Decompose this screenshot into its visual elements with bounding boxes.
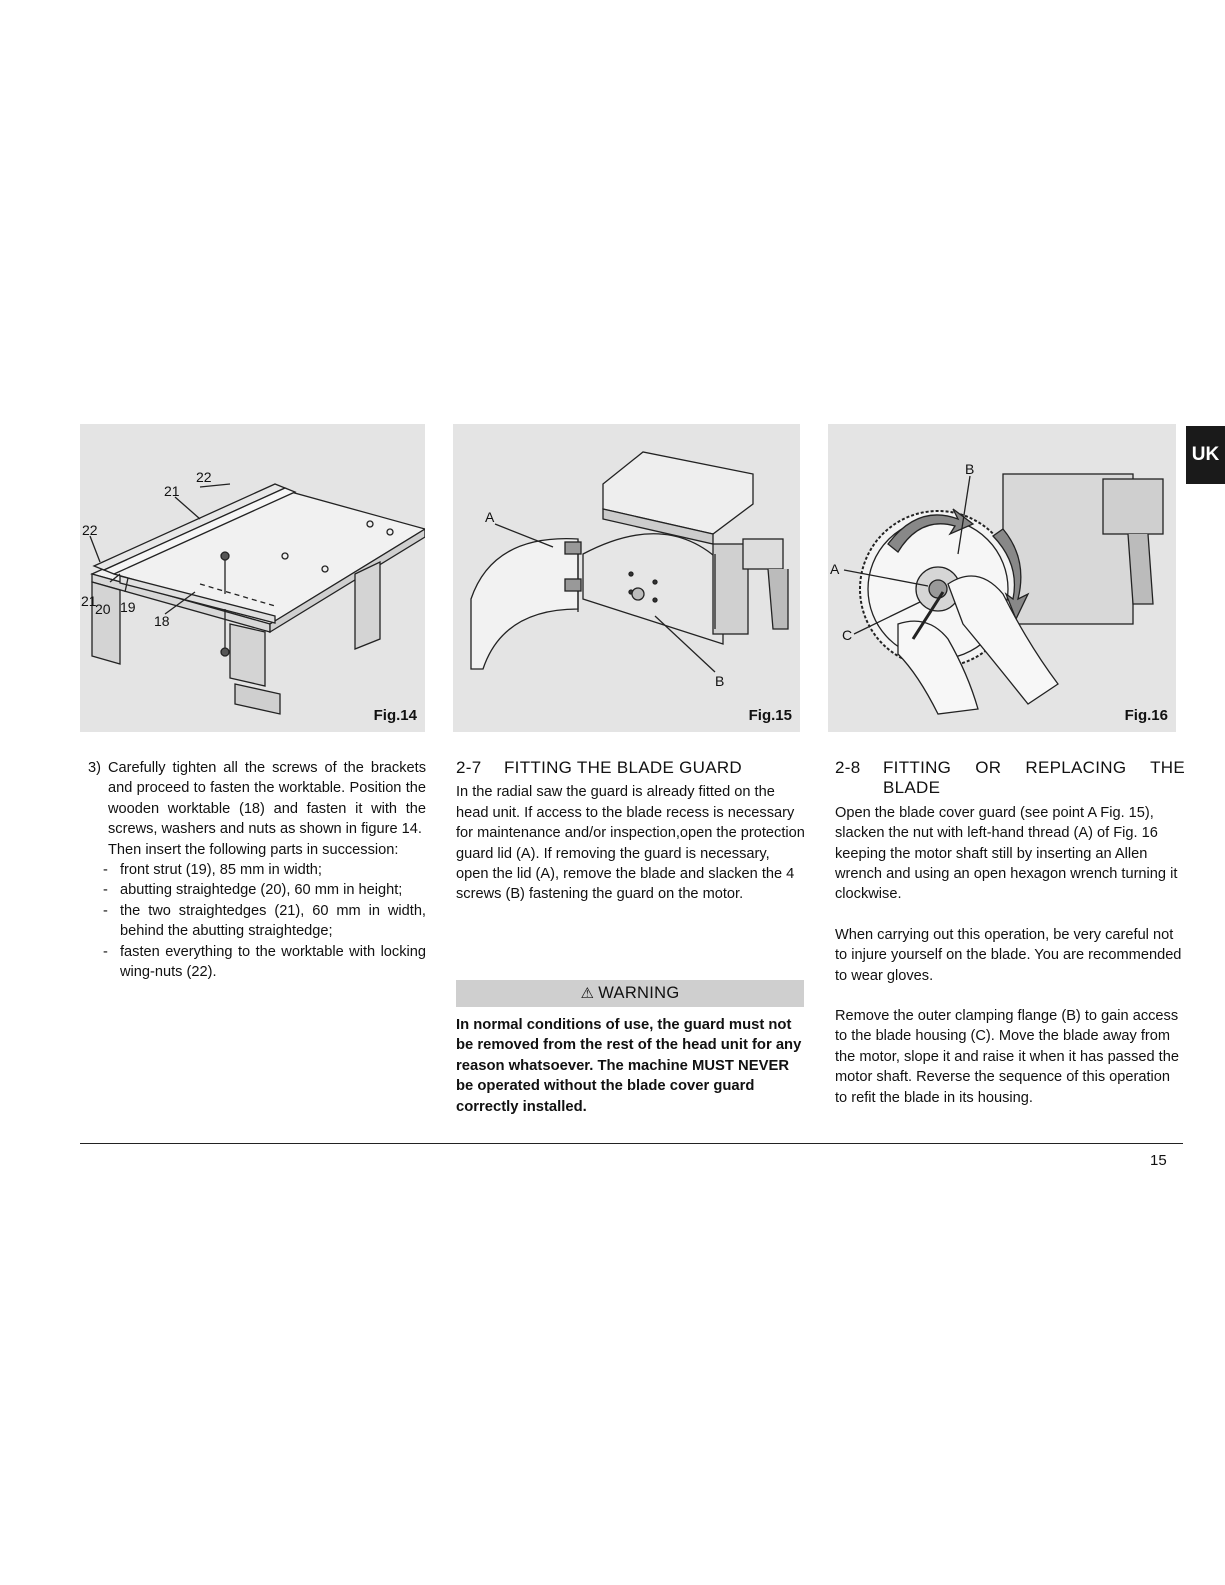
- callout-b: B: [715, 673, 725, 689]
- figure-16: [828, 424, 1176, 732]
- callout-18: 18: [154, 613, 170, 629]
- section-heading: [456, 758, 806, 778]
- list-item-text: fasten everything to the worktable with locking wing-nuts (22).: [120, 943, 426, 981]
- warning-banner: [456, 980, 804, 1007]
- callout-21-top: 21: [164, 483, 180, 499]
- callout-22-top: 22: [196, 469, 212, 485]
- step-item: [88, 758, 426, 860]
- list-item-text: abutting straightedge (20), 60 mm in height;: [120, 882, 403, 899]
- callout-20: 20: [95, 601, 111, 617]
- list-dash: -: [103, 882, 108, 899]
- warning-title: WARNING: [598, 984, 680, 1002]
- step-text: Carefully tighten all the screws of the brackets and proceed to fasten the worktable. Position the wooden worktable (18) and fasten it with the screws, washers and nuts as shown in figure 14.: [108, 760, 426, 838]
- worktable-illustration: [80, 424, 425, 732]
- list-item: [88, 942, 426, 983]
- list-dash: -: [103, 862, 108, 879]
- warning-text: In normal conditions of use, the guard must not be removed from the rest of the head unit for any reason whatsoever. The machine MUST NEVER be operated without the blade cover guard correctly installed.: [456, 1017, 802, 1115]
- figure-label: Fig.16: [1124, 707, 1168, 724]
- section-title: FITTING THE BLADE GUARD: [504, 758, 743, 777]
- callout-c: C: [842, 627, 853, 643]
- section-number: 2-8: [835, 758, 861, 777]
- figure-label: Fig.15: [748, 707, 792, 724]
- list-item-text: front strut (19), 85 mm in width;: [120, 862, 322, 879]
- warning-icon: ⚠: [580, 985, 595, 1002]
- section-heading: [835, 758, 1185, 799]
- callout-a: A: [485, 509, 495, 525]
- blade-guard-illustration: [453, 424, 800, 732]
- list-item: [88, 860, 426, 880]
- column-blade-guard: [456, 758, 806, 905]
- paragraph: Remove the outer clamping flange (B) to gain access to the blade housing (C). Move the blade away from the motor, slope it and raise it when it has passed the motor shaft. Reverse the sequence of this operation to refit the blade in its housing.: [835, 1008, 1179, 1106]
- page-number: 15: [1150, 1152, 1167, 1169]
- blade-replacement-illustration: [828, 424, 1176, 732]
- list-item-text: the two straightedges (21), 60 mm in width, behind the abutting straightedge;: [120, 902, 426, 940]
- figure-15: [453, 424, 800, 732]
- callout-b: B: [965, 461, 975, 477]
- language-tab: UK: [1186, 426, 1225, 484]
- column-assembly-steps: [88, 758, 426, 982]
- list-dash: -: [103, 943, 108, 960]
- footer-divider: [80, 1143, 1183, 1144]
- callout-22-left: 22: [82, 522, 98, 538]
- paragraph: When carrying out this operation, be very careful not to injure yourself on the blade. You are recommended to wear gloves.: [835, 926, 1182, 984]
- callout-21-left: 21: [81, 593, 97, 609]
- then-text: Then insert the following parts in succession:: [108, 841, 399, 858]
- callout-19: 19: [120, 599, 136, 615]
- section-title: FITTING OR REPLACING THE BLADE: [883, 758, 1185, 798]
- section-body: In the radial saw the guard is already fitted on the head unit. If access to the blade recess is necessary for maintenance and/or inspection,open the protection guard lid (A). If removing the guard is necessary, open the lid (A), remove the blade and slacken the 4 screws (B) fastening the guard on the motor.: [456, 784, 805, 903]
- step-number: 3): [88, 760, 101, 776]
- list-item: [88, 901, 426, 942]
- paragraph: Open the blade cover guard (see point A Fig. 15), slacken the nut with left-hand thread (A) of Fig. 16 keeping the motor shaft still by inserting an Allen wrench and using an open hexagon wrench turning it clockwise.: [835, 804, 1178, 903]
- column-blade-replacement: [835, 758, 1185, 1108]
- list-dash: -: [103, 902, 108, 919]
- figure-14: [80, 424, 425, 732]
- section-number: 2-7: [456, 758, 482, 777]
- figure-label: Fig.14: [373, 707, 417, 724]
- callout-a: A: [830, 561, 840, 577]
- list-item: [88, 880, 426, 900]
